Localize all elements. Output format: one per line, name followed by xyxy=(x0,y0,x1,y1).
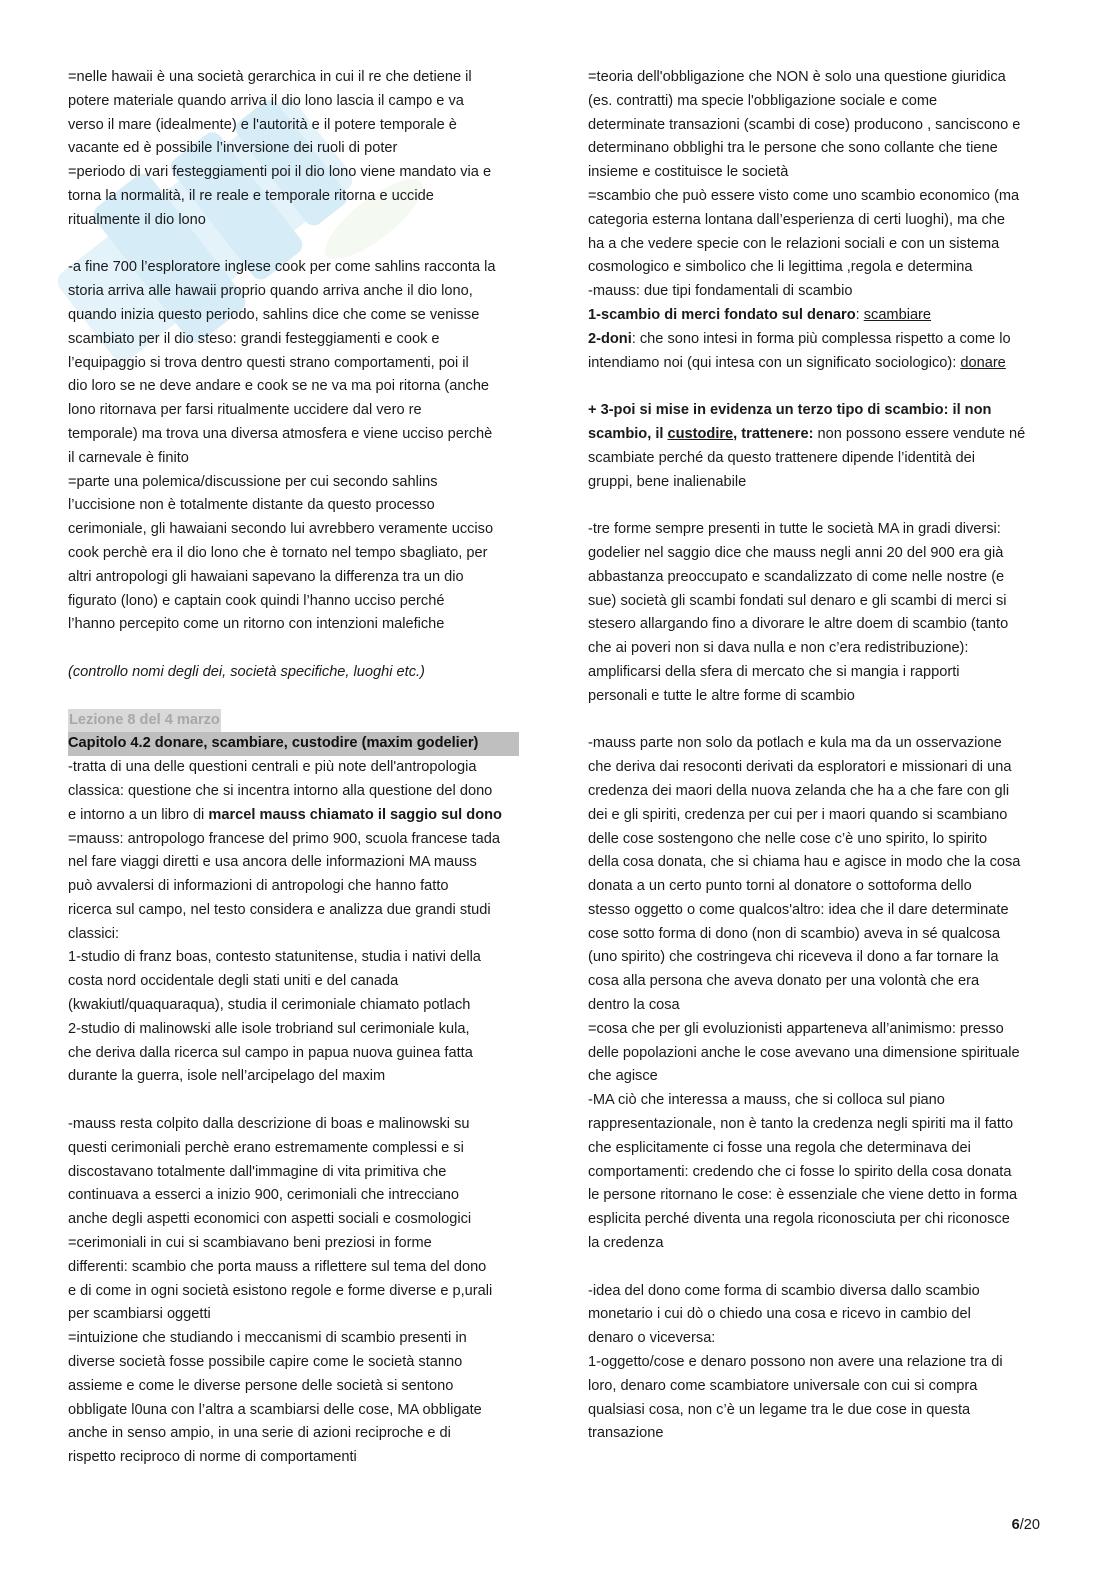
text-line: =periodo di vari festeggiamenti poi il dio lono viene mandato via e xyxy=(68,164,492,181)
text-line: -tratta di una delle questioni centrali e più note dell'antropologia xyxy=(68,759,477,776)
text-line: qualsiasi cosa, non c’è un legame tra le due cose in questa xyxy=(588,1401,971,1418)
text-line: -mauss: due tipi fondamentali di scambio xyxy=(588,283,853,300)
text-line: categoria esterna lontana dall’esperienza di certi luoghi), ma che xyxy=(588,211,1005,228)
text-line: scambiate perché da questo trattenere dipende l’identità dei xyxy=(588,449,975,466)
text-line: dio loro se ne deve andare e cook se ne va ma poi ritorna (anche xyxy=(68,378,490,395)
text-line: temporale) ma trova una diversa atmosfera e viene ucciso perchè xyxy=(68,425,493,442)
text-line: differenti: scambio che porta mauss a riflettere sul tema del dono xyxy=(68,1258,487,1275)
text-line: ricerca sul campo, nel testo considera e analizza due grandi studi xyxy=(68,901,491,918)
chapter-heading: Capitolo 4.2 donare, scambiare, custodire (maxim godelier) xyxy=(68,732,519,756)
text-line: personali e tutte le altre forme di scambio xyxy=(588,687,855,704)
text-line: delle popolazioni anche le cose avevano una dimensione spirituale xyxy=(588,1044,1020,1061)
text-line: cook perchè era il dio lono che è tornato nel tempo sbagliato, per xyxy=(68,544,488,561)
lesson-heading: Lezione 8 del 4 marzo xyxy=(68,709,221,733)
text-line: -a fine 700 l’esploratore inglese cook per come sahlins racconta la xyxy=(68,259,496,276)
paragraph-inalienable xyxy=(588,447,1048,495)
text-line: transazione xyxy=(588,1425,664,1442)
text-line: assieme e come le diverse persone delle società si sentono xyxy=(68,1377,454,1394)
text-line: rispetto reciproco di norme di comportamenti xyxy=(68,1449,357,1466)
text-line: =parte una polemica/discussione per cui secondo sahlins xyxy=(68,473,438,490)
paragraph-hawaii xyxy=(68,66,520,233)
text-line: esplicita perché diventa una regola riconosciuta per chi riconosce xyxy=(588,1211,1010,1228)
text-line: monetario i cui dò o chiedo una cosa e ricevo in cambio del xyxy=(588,1306,971,1323)
text-line: che ai poveri non si dava nulla e non c’era redistribuzione): xyxy=(588,640,969,657)
text-line: =mauss: antropologo francese del primo 900, scuola francese tada xyxy=(68,830,500,847)
text-line: =intuizione che studiando i meccanismi di scambio presenti in xyxy=(68,1330,467,1347)
text-line: denaro o viceversa: xyxy=(588,1330,716,1347)
text-line: ha a che vedere specie con le relazioni sociali e con un sistema xyxy=(588,235,1000,252)
text-line: -mauss resta colpito dalla descrizione di boas e malinowski su xyxy=(68,1116,470,1133)
text-line: figurato (lono) e captain cook quindi l’hanno ucciso perché xyxy=(68,592,445,609)
paragraph-ceremonies xyxy=(68,1113,520,1470)
text-line: quando inizia questo periodo, sahlins dice che come se venisse xyxy=(68,306,480,323)
text-line: storia arriva alle hawaii proprio quando arriva anche il dio lono, xyxy=(68,283,473,300)
text-line: potere materiale quando arriva il dio lono lascia il campo e va xyxy=(68,92,464,109)
text-line: delle cose sostengono che nelle cose c’è uno spirito, lo spirito xyxy=(588,830,988,847)
text-line: =scambio che può essere visto come uno scambio economico (ma xyxy=(588,187,1020,204)
text-line: sue) società gli scambi fondati sul denaro e gli scambi di merci si xyxy=(588,592,1007,609)
text-line: anche in senso ampio, in una serie di azioni reciproche e di xyxy=(68,1425,451,1442)
text-line: scambio, il custodire, trattenere: non possono essere vendute né xyxy=(588,425,1026,442)
text-line: stesero allargando fino a divorare le altre doem di scambio (tanto xyxy=(588,616,1009,633)
text-line: (es. contratti) ma specie l'obbligazione sociale e come xyxy=(588,92,938,109)
page-number: 6/20 xyxy=(1011,1517,1040,1533)
text-line: vacante ed è possibile l’inversione dei ruoli di poter xyxy=(68,140,398,157)
text-line: loro, denaro come scambiatore universale con cui si compra xyxy=(588,1377,978,1394)
underlined-term: donare xyxy=(960,354,1006,371)
text-line: torna la normalità, il re reale e temporale ritorna e uccide xyxy=(68,187,434,204)
text-line: 1-oggetto/cose e denaro possono non avere una relazione tra di xyxy=(588,1354,1003,1371)
text-line: verso il mare (idealmente) e l'autorità e il potere temporale è xyxy=(68,116,457,133)
text-line: anche degli aspetti economici con aspetti sociali e cosmologici xyxy=(68,1211,472,1228)
text-line: -MA ciò che interessa a mauss, che si colloca sul piano xyxy=(588,1092,945,1109)
text-line: l’hanno percepito come un ritorno con intenzioni malefiche xyxy=(68,616,445,633)
text-line: -tre forme sempre presenti in tutte le società MA in gradi diversi: xyxy=(588,521,1001,538)
text-line: durante la guerra, isole nell’arcipelago del maxim xyxy=(68,1068,386,1085)
text-line: può avvalersi di informazioni di antropologi che hanno fatto xyxy=(68,878,449,895)
text-line: =cerimoniali in cui si scambiavano beni preziosi in forme xyxy=(68,1235,432,1252)
text-line: altri antropologi gli hawaiani sapevano la differenza tra un dio xyxy=(68,568,464,585)
text-line: determinano obblighi tra le persone che sono collante che tiene xyxy=(588,140,998,157)
text-line: costa nord occidentale degli stati uniti e del canada xyxy=(68,973,399,990)
paragraph-cook xyxy=(68,256,520,637)
text-line: obbligate l0una con l’altra a scambiarsi delle cose, MA obbligate xyxy=(68,1401,482,1418)
underlined-term: custodire xyxy=(667,425,734,442)
text-line: dentro la cosa xyxy=(588,997,680,1014)
text-line: -idea del dono come forma di scambio diversa dallo scambio xyxy=(588,1282,980,1299)
text-line: cosmologico e simbolico che li legittima ,regola e determina xyxy=(588,259,973,276)
text-line: gruppi, bene inalienabile xyxy=(588,473,747,490)
text-line: l’uccisione non è totalmente distante da questo processo xyxy=(68,497,435,514)
text-line: che deriva dalla ricerca sul campo in papua nuova guinea fatta xyxy=(68,1044,473,1061)
text-line: le persone ritornano le cose: è essenziale che viene detto in forma xyxy=(588,1187,1018,1204)
text-line: intendiamo noi (qui intesa con un significato sociologico): donare xyxy=(588,354,1006,371)
text-line: 2-studio di malinowski alle isole trobriand sul cerimoniale kula, xyxy=(68,1020,470,1037)
text-line: scambiato per il dio steso: grandi festeggiamenti e cook e xyxy=(68,330,440,347)
text-line: lono ritornava per farsi ritualmente uccidere dal vero re xyxy=(68,402,422,419)
text-line: -mauss parte non solo da potlach e kula ma da un osservazione xyxy=(588,735,1002,752)
paragraph-maori-hau xyxy=(588,732,1048,1256)
text-line: nel fare viaggi diretti e usa ancora delle informazioni MA mauss xyxy=(68,854,477,871)
text-line: insieme e costituisce le società xyxy=(588,164,789,181)
right-column xyxy=(588,66,1048,1446)
text-line: e intorno a un libro di marcel mauss chiamato il saggio sul dono xyxy=(68,806,502,823)
text-line: amplificarsi della sfera di mercato che si mangia i rapporti xyxy=(588,663,960,680)
text-line: continuava a esserci a inizio 900, cerimoniali che intrecciano xyxy=(68,1187,459,1204)
text-line: della cosa donata, che si chiama hau e agisce in modo che la cosa xyxy=(588,854,1021,871)
text-line: classica: questione che si incentra intorno alla questione del dono xyxy=(68,782,493,799)
paragraph-three-forms xyxy=(588,518,1048,708)
text-line: dei e gli spiriti, credenza per cui per i maori quando si scambiano xyxy=(588,806,1008,823)
text-line: diverse società fosse possibile capire come le società stanno xyxy=(68,1354,463,1371)
text-line: determinate transazioni (scambi di cose) producono , sanciscono e xyxy=(588,116,1021,133)
text-line: questi cerimoniali perchè erano estremamente complessi e si xyxy=(68,1139,464,1156)
text-line: la credenza xyxy=(588,1235,664,1252)
text-line: il carnevale è finito xyxy=(68,449,189,466)
list-item-custodire: + 3-poi si mise in evidenza un terzo tipo di scambio: il non xyxy=(588,402,992,419)
text-line: cosa alla persona che aveva donato per una volontà che era xyxy=(588,973,980,990)
underlined-term: scambiare xyxy=(863,306,932,323)
text-line: (kwakiutl/quaquaraqua), studia il cerimoniale chiamato potlach xyxy=(68,997,471,1014)
text-line: credenza dei maori della nuova zelanda che ha a che fare con gli xyxy=(588,782,1010,799)
text-line: comportamenti: credendo che ci fosse lo spirito della cosa donata xyxy=(588,1163,1012,1180)
text-line: stesso oggetto o come qualcos'altro: idea che il dare determinate xyxy=(588,901,1009,918)
text-line: =nelle hawaii è una società gerarchica in cui il re che detiene il xyxy=(68,69,472,85)
text-line: che esplicitamente ci fosse una regola che determinava dei xyxy=(588,1139,971,1156)
text-line: =cosa che per gli evoluzionisti apparteneva all’animismo: presso xyxy=(588,1020,1004,1037)
paragraph-gift-vs-money xyxy=(588,1280,1048,1447)
bold-phrase: marcel mauss chiamato il saggio sul dono xyxy=(208,806,502,823)
paragraph-mauss xyxy=(68,828,520,1090)
note-italic: (controllo nomi degli dei, società specifiche, luoghi etc.) xyxy=(68,663,425,680)
text-line: rappresentazionale, non è tanto la credenza negli spiriti ma il fatto xyxy=(588,1116,1014,1133)
text-line: donata a un certo punto torni al donatore o sottoforma dello xyxy=(588,878,972,895)
text-line: classici: xyxy=(68,925,120,942)
text-line: (uno spirito) che costringeva chi riceveva il dono a far tornare la xyxy=(588,949,999,966)
text-line: e di come in ogni società esistono regole e forme diverse e p,urali xyxy=(68,1282,493,1299)
text-line: cose sotto forma di dono (non di scambio) aveva in sé qualcosa xyxy=(588,925,1001,942)
text-line: che agisce xyxy=(588,1068,658,1085)
text-line: 1-studio di franz boas, contesto statunitense, studia i nativi della xyxy=(68,949,481,966)
left-column xyxy=(68,66,520,1470)
paragraph-obligation xyxy=(588,66,1048,304)
list-item-scambiare: 1-scambio di merci fondato sul denaro: scambiare xyxy=(588,306,932,323)
text-line: discostavano totalmente dall'immagine di vita primitiva che xyxy=(68,1163,447,1180)
text-line: abbastanza preoccupato e scandalizzato di come nelle nostre (e xyxy=(588,568,1005,585)
text-line: cerimoniale, gli hawaiani secondo lui avrebbero veramente ucciso xyxy=(68,521,494,538)
text-line: che deriva dai resoconti derivati da esploratori e missionari di una xyxy=(588,759,1012,776)
text-line: ritualmente il dio lono xyxy=(68,211,206,228)
text-line: l’equipaggio si trova dentro questi strano comportamenti, poi il xyxy=(68,354,469,371)
text-line: per scambiarsi oggetti xyxy=(68,1306,211,1323)
list-item-donare: 2-doni: che sono intesi in forma più complessa rispetto a come lo xyxy=(588,330,1011,347)
text-line: godelier nel saggio dice che mauss negli anni 20 del 900 era già xyxy=(588,544,1004,561)
text-line: =teoria dell'obbligazione che NON è solo una questione giuridica xyxy=(588,69,1006,85)
